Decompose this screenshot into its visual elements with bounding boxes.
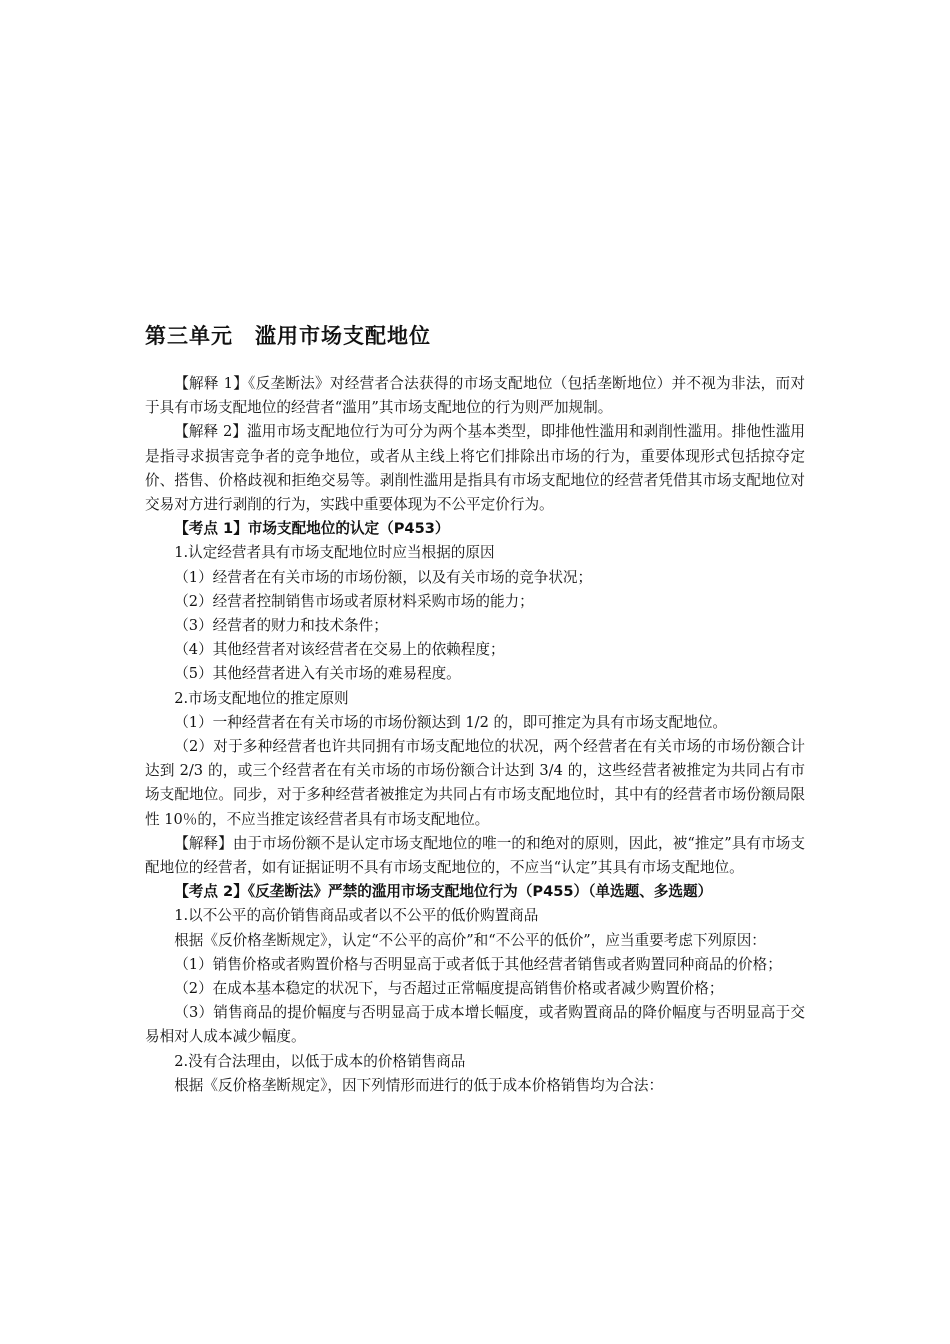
heading-point-2: 【考点 2】《反垄断法》严禁的滥用市场支配地位行为（P455）（单选题、多选题）	[174, 883, 713, 901]
paragraph-item: （2）经营者控制销售市场或者原材料采购市场的能力；	[174, 592, 534, 610]
paragraph-item: （1）经营者在有关市场的市场份额，以及有关市场的竞争状况；	[174, 568, 593, 586]
paragraph-item: （5）其他经营者进入有关市场的难易程度。	[174, 665, 461, 683]
paragraph-item: （2）对于多种经营者也许共同拥有市场支配地位的状况，两个经营者在有关市场的市场份额合计达到 2/3 的，或三个经营者在有关市场的市场份额合计达到 3/4 的，这些经营者被推定为共同占有市场支配地位。同步，对于多种经营者被推定为共同占有市场支配地位时，其中有的经营者市场份额局限性 10％的，不应当推定该经营者具有市场支配地位。	[145, 738, 805, 828]
heading-point-1: 【考点 1】市场支配地位的认定（P453）	[174, 520, 450, 538]
paragraph-item: （1）一种经营者在有关市场的市场份额达到 1/2 的，即可推定为具有市场支配地位。	[174, 713, 728, 731]
paragraph-explanation: 【解释】由于市场份额不是认定市场支配地位的唯一的和绝对的原则，因此，被“推定”具有市场支配地位的经营者，如有证据证明不具有市场支配地位的，不应当“认定”其具有市场支配地位。	[145, 834, 805, 877]
paragraph-explanation-1: 【解释 1】《反垄断法》对经营者合法获得的市场支配地位（包括垄断地位）并不视为非法，而对于具有市场支配地位的经营者“滥用”其市场支配地位的行为则严加规制。	[145, 375, 805, 417]
paragraph-item: 2.市场支配地位的推定原则	[174, 689, 349, 707]
paragraph-item: 1.认定经营者具有市场支配地位时应当根据的原因	[174, 544, 495, 562]
paragraph-item: 根据《反价格垄断规定》，认定“不公平的高价”和“不公平的低价”，应当重要考虑下列原因：	[174, 931, 766, 949]
paragraph-item: 2.没有合法理由，以低于成本的价格销售商品	[174, 1052, 466, 1070]
paragraph-item: （2）在成本基本稳定的状况下，与否超过正常幅度提高销售价格或者减少购置价格；	[174, 980, 724, 998]
paragraph-item: （3）经营者的财力和技术条件；	[174, 617, 388, 635]
paragraph-item: 根据《反价格垄断规定》，因下列情形而进行的低于成本价格销售均为合法：	[174, 1076, 664, 1094]
paragraph-item: 1.以不公平的高价销售商品或者以不公平的低价购置商品	[174, 907, 539, 925]
paragraph-item: （1）销售价格或者购置价格与否明显高于或者低于其他经营者销售或者购置同种商品的价格；	[174, 955, 782, 973]
paragraph-item: （3）销售商品的提价幅度与否明显高于成本增长幅度，或者购置商品的降价幅度与否明显高于交易相对人成本减少幅度。	[145, 1004, 805, 1046]
paragraph-explanation-2: 【解释 2】滥用市场支配地位行为可分为两个基本类型，即排他性滥用和剥削性滥用。排他性滥用是指寻求损害竞争者的竞争地位，或者从主线上将它们排除出市场的行为，重要体现形式包括掠夺定价、搭售、价格歧视和拒绝交易等。剥削性滥用是指具有市场支配地位的经营者凭借其市场支配地位对交易对方进行剥削的行为，实践中重要体现为不公平定价行为。	[145, 423, 805, 514]
document-body	[145, 372, 805, 1098]
paragraph-item: （4）其他经营者对该经营者在交易上的依赖程度；	[174, 641, 505, 659]
section-title: 第三单元 滥用市场支配地位	[145, 324, 431, 348]
